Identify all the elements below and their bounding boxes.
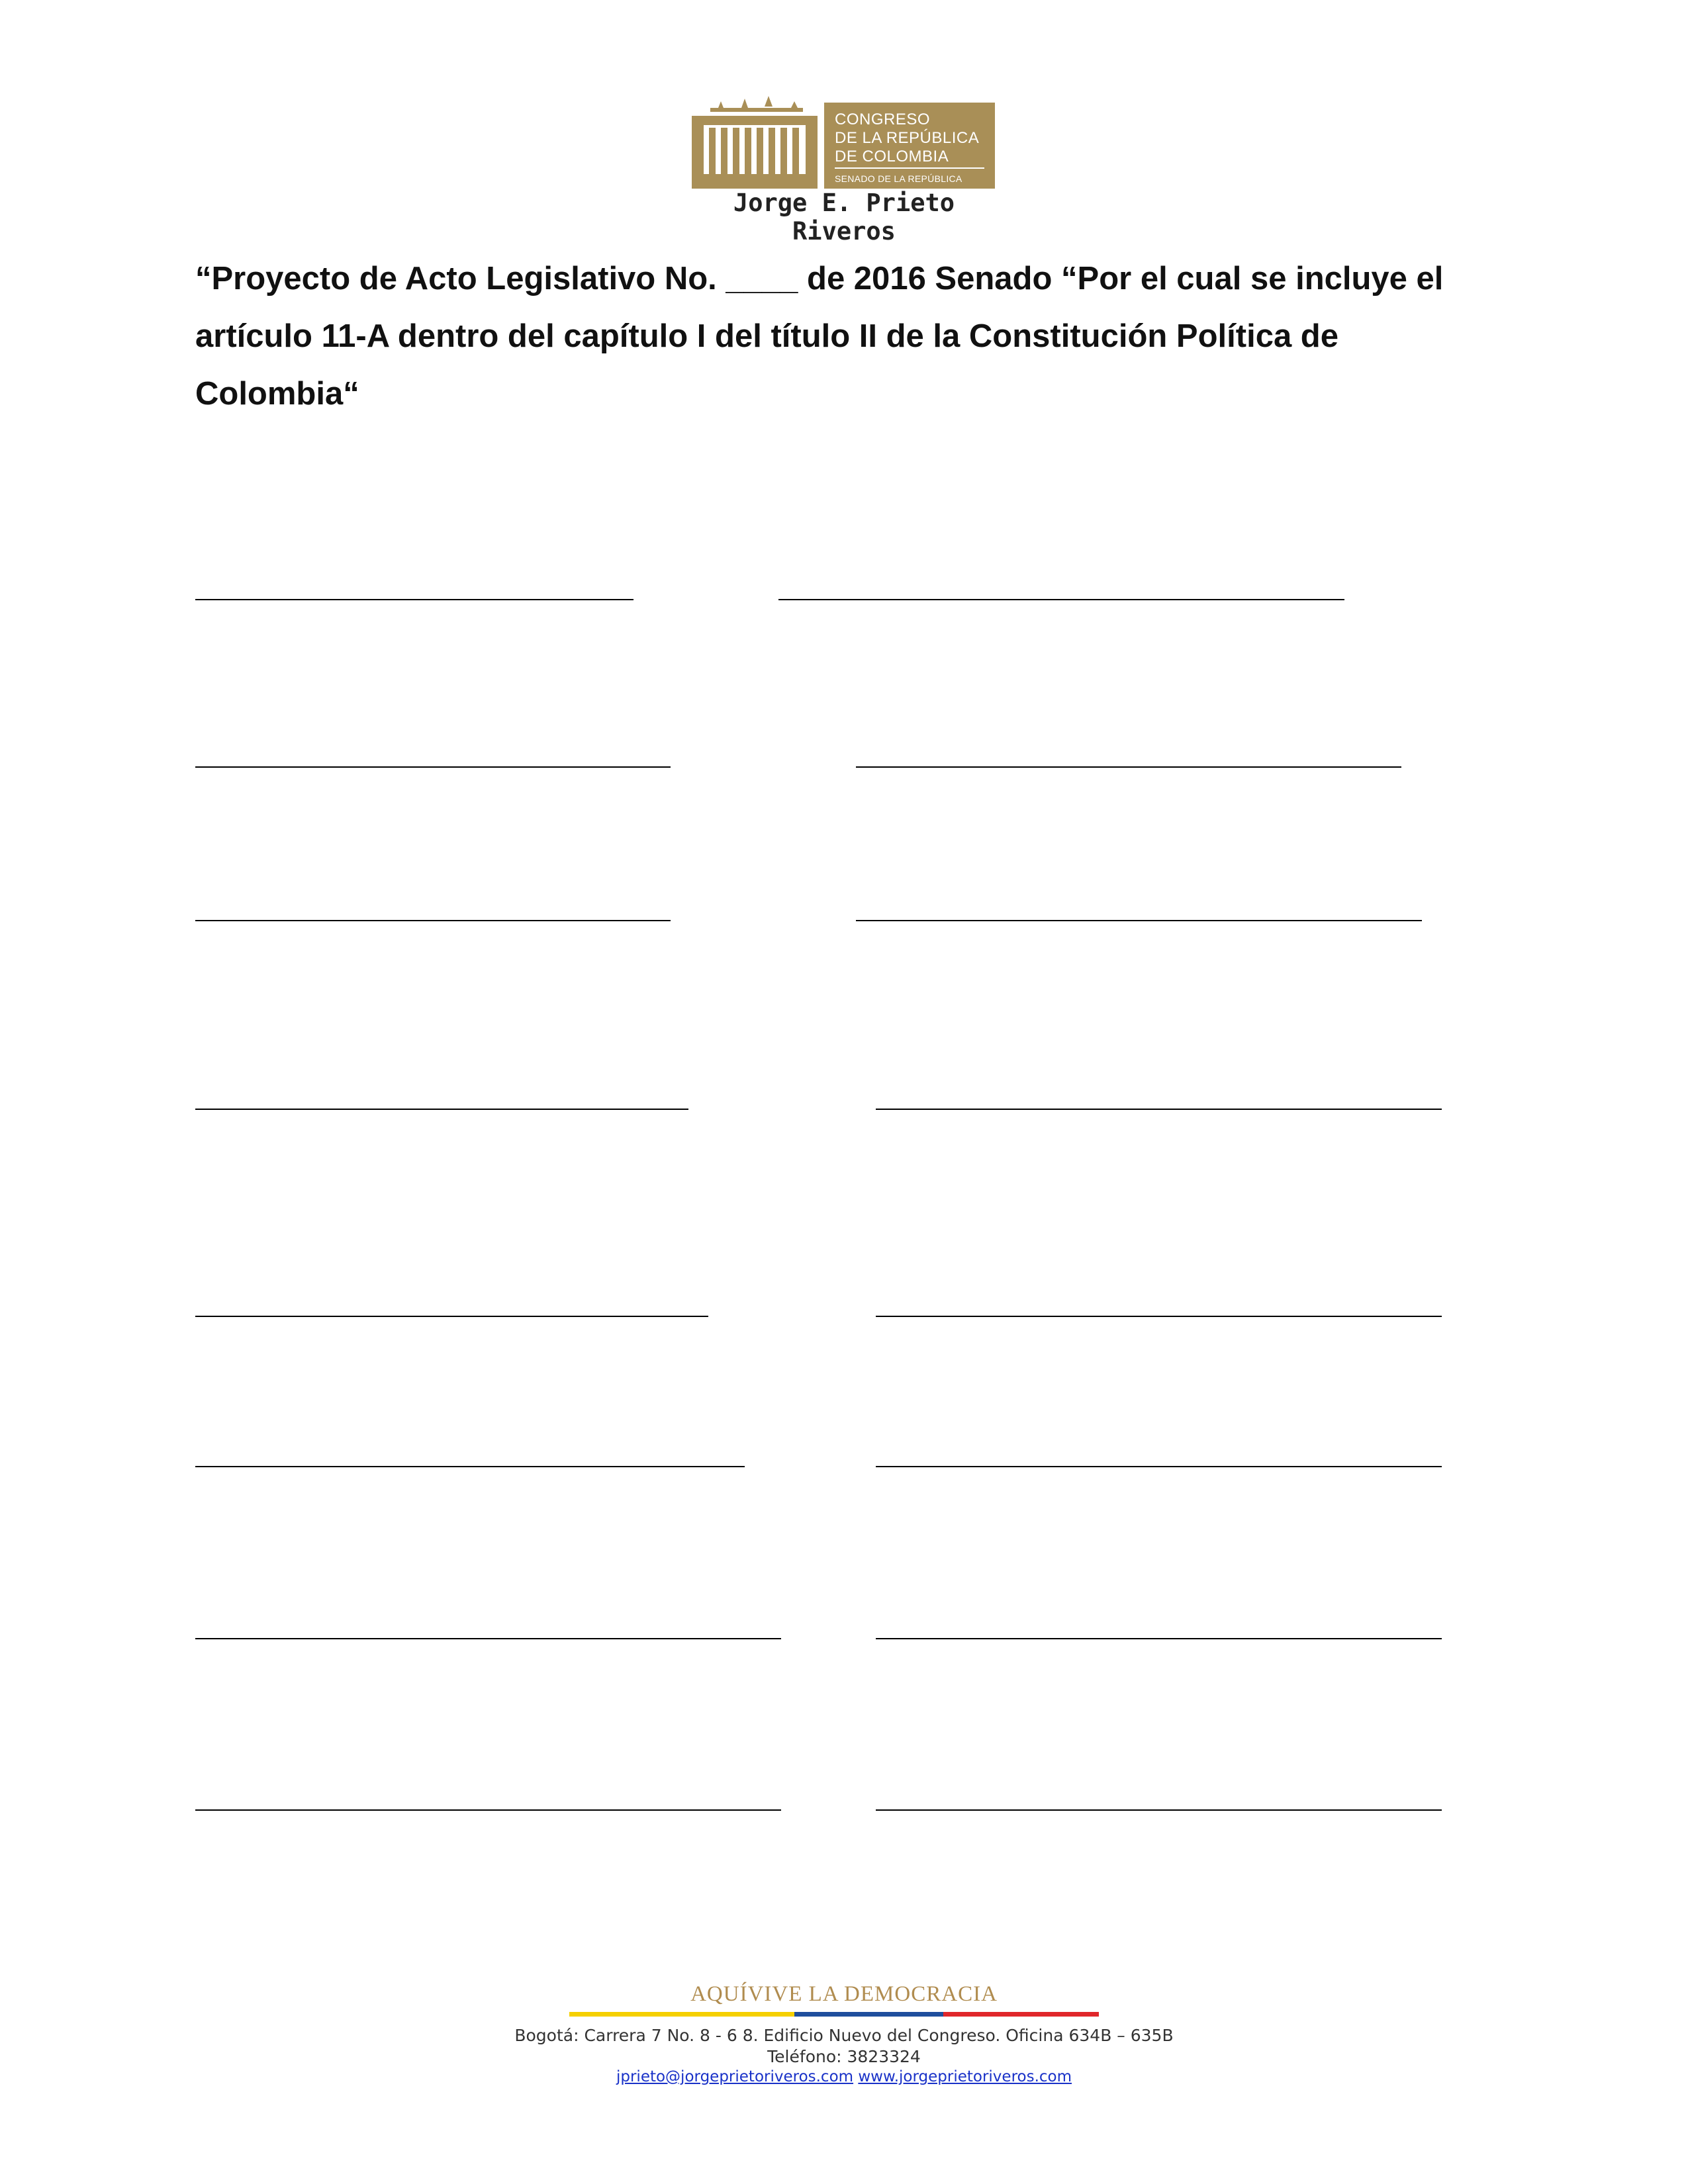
signature-line bbox=[195, 1466, 745, 1467]
signature-line bbox=[876, 1638, 1442, 1639]
signature-line bbox=[856, 766, 1401, 768]
signature-line bbox=[195, 1316, 708, 1317]
website-link[interactable]: www.jorgeprietoriveros.com bbox=[858, 2068, 1072, 2085]
document-title: “Proyecto de Acto Legislativo No. ____ de 2016 Senado “Por el cual se incluye el artículo 11-A dentro del capítulo I del título II de la Constitución Política de Colombia“ bbox=[195, 261, 1444, 412]
author-name: Jorge E. Prieto Riveros bbox=[733, 189, 955, 246]
logo-line-congreso: CONGRESO bbox=[835, 111, 931, 128]
flag-red bbox=[943, 2012, 1099, 2017]
logo-line-senado: SENADO DE LA REPÚBLICA bbox=[835, 173, 962, 184]
footer-phone: Teléfono: 3823324 bbox=[767, 2047, 921, 2066]
flag-blue bbox=[794, 2012, 943, 2017]
signature-line bbox=[778, 599, 1344, 600]
signature-line bbox=[876, 1109, 1442, 1110]
footer-slogan: AQUÍVIVE LA DEMOCRACIA bbox=[690, 1982, 998, 2006]
signature-line bbox=[195, 599, 633, 600]
capitol-building-icon bbox=[692, 96, 818, 189]
signature-line bbox=[195, 1809, 781, 1811]
signature-line bbox=[195, 766, 671, 768]
logo-text-box bbox=[824, 103, 995, 189]
signature-line bbox=[876, 1466, 1442, 1467]
signature-line bbox=[876, 1316, 1442, 1317]
logo-line-republica: DE LA REPÚBLICA bbox=[835, 129, 980, 147]
colombia-flag-stripe bbox=[569, 2012, 1099, 2017]
footer-address: Bogotá: Carrera 7 No. 8 - 6 8. Edificio Nuevo del Congreso. Oficina 634B – 635B bbox=[514, 2026, 1174, 2045]
footer-links bbox=[0, 2068, 1688, 2085]
signature-line bbox=[195, 920, 671, 921]
congress-logo bbox=[692, 96, 996, 189]
signature-line bbox=[856, 920, 1422, 921]
logo-line-colombia: DE COLOMBIA bbox=[835, 148, 949, 165]
flag-yellow bbox=[569, 2012, 794, 2017]
signature-line bbox=[195, 1109, 688, 1110]
email-link[interactable]: jprieto@jorgeprietoriveros.com bbox=[616, 2068, 854, 2085]
signature-line bbox=[876, 1809, 1442, 1811]
logo-divider bbox=[835, 167, 984, 169]
signature-line bbox=[195, 1638, 781, 1639]
